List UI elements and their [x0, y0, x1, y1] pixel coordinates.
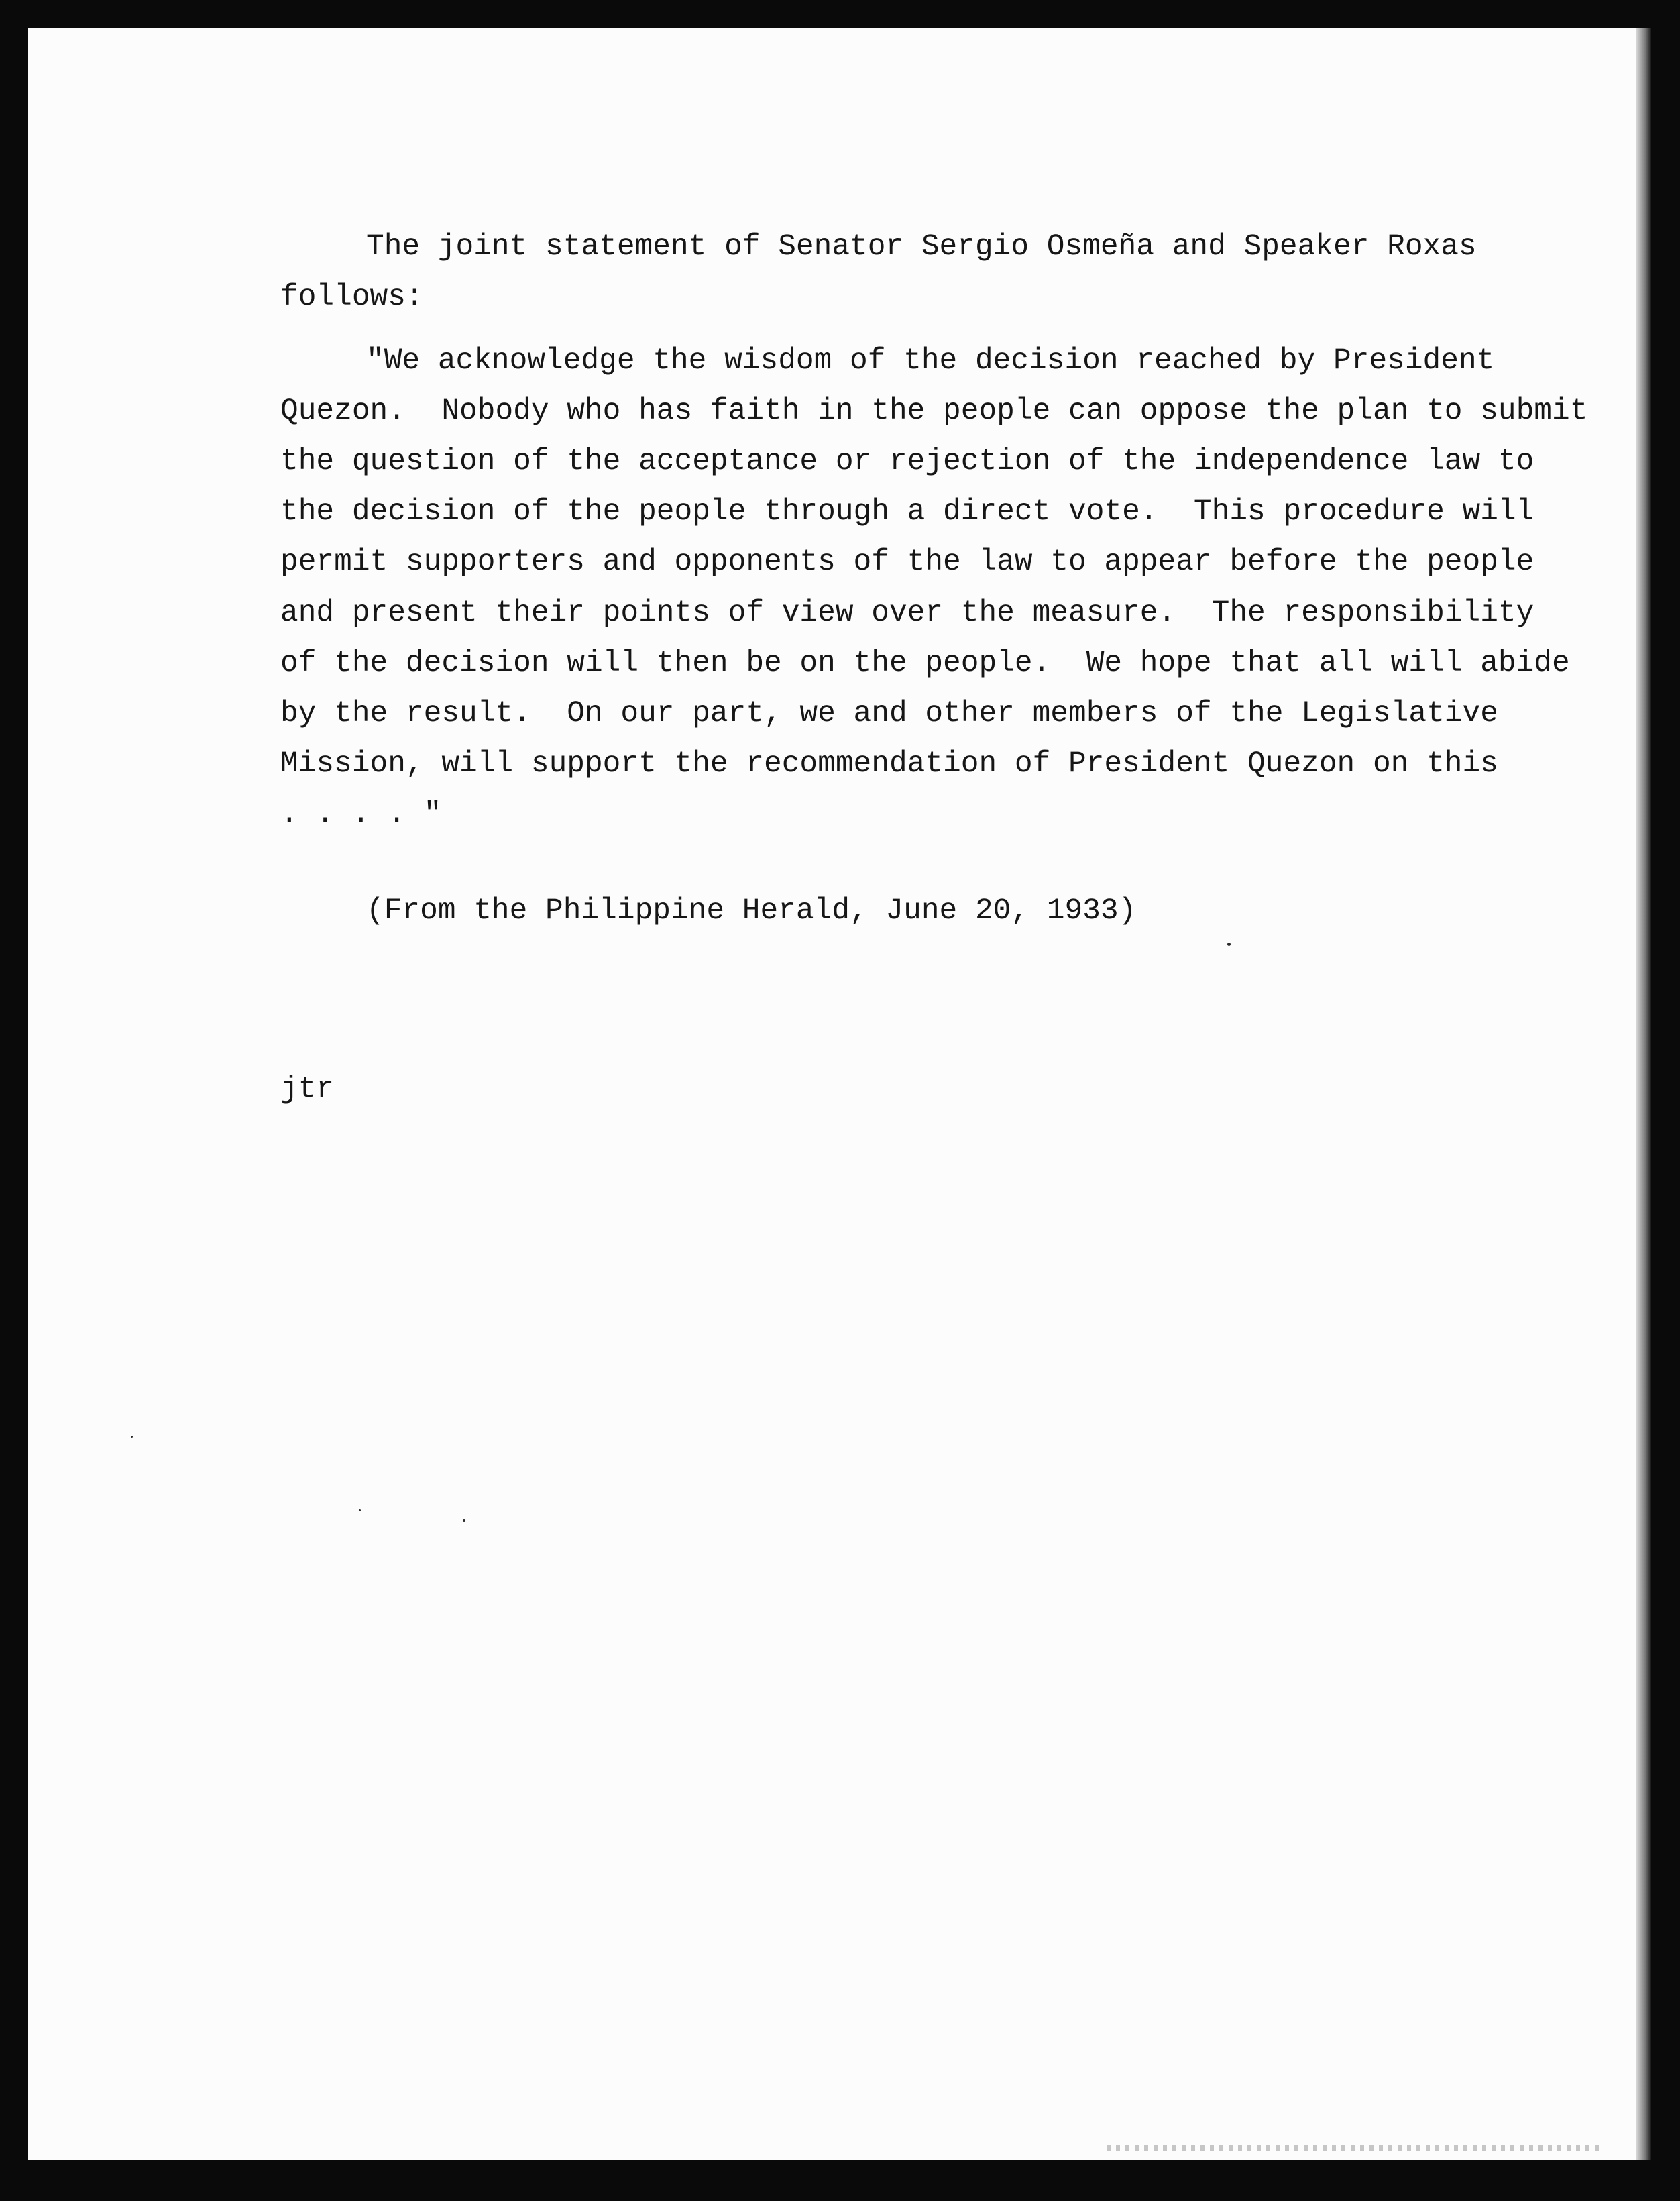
- scan-speck: [359, 1509, 361, 1511]
- intro-line-2: follows:: [280, 280, 424, 314]
- quote-line-8: by the result. On our part, we and other members of the Legislative: [280, 697, 1498, 731]
- quote-line-4: the decision of the people through a direct vote. This procedure will: [280, 495, 1534, 529]
- quote-line-9: Mission, will support the recommendation of President Quezon on this: [280, 747, 1498, 781]
- quote-line-2: Quezon. Nobody who has faith in the people can oppose the plan to submit: [280, 394, 1588, 428]
- scan-speck: [463, 1519, 465, 1522]
- quote-line-6: and present their points of view over the measure. The responsibility: [280, 596, 1534, 630]
- scan-edge-noise: [1107, 2145, 1603, 2151]
- quote-line-5: permit supporters and opponents of the law to appear before the people: [280, 545, 1534, 579]
- source-citation: (From the Philippine Herald, June 20, 1933): [366, 894, 1137, 928]
- scan-speck: [131, 1436, 133, 1438]
- scan-speck: [1227, 943, 1231, 946]
- paper-edge-shadow: [1636, 28, 1651, 2160]
- quote-line-7: of the decision will then be on the people. We hope that all will abide: [280, 647, 1570, 680]
- quote-line-3: the question of the acceptance or rejection of the independence law to: [280, 445, 1534, 478]
- typist-initials: jtr: [280, 1073, 335, 1106]
- quote-line-10: . . . . ": [280, 798, 442, 831]
- quote-line-1: "We acknowledge the wisdom of the decision reached by President: [366, 344, 1495, 378]
- intro-line-1: The joint statement of Senator Sergio Osmeña and Speaker Roxas: [366, 230, 1477, 264]
